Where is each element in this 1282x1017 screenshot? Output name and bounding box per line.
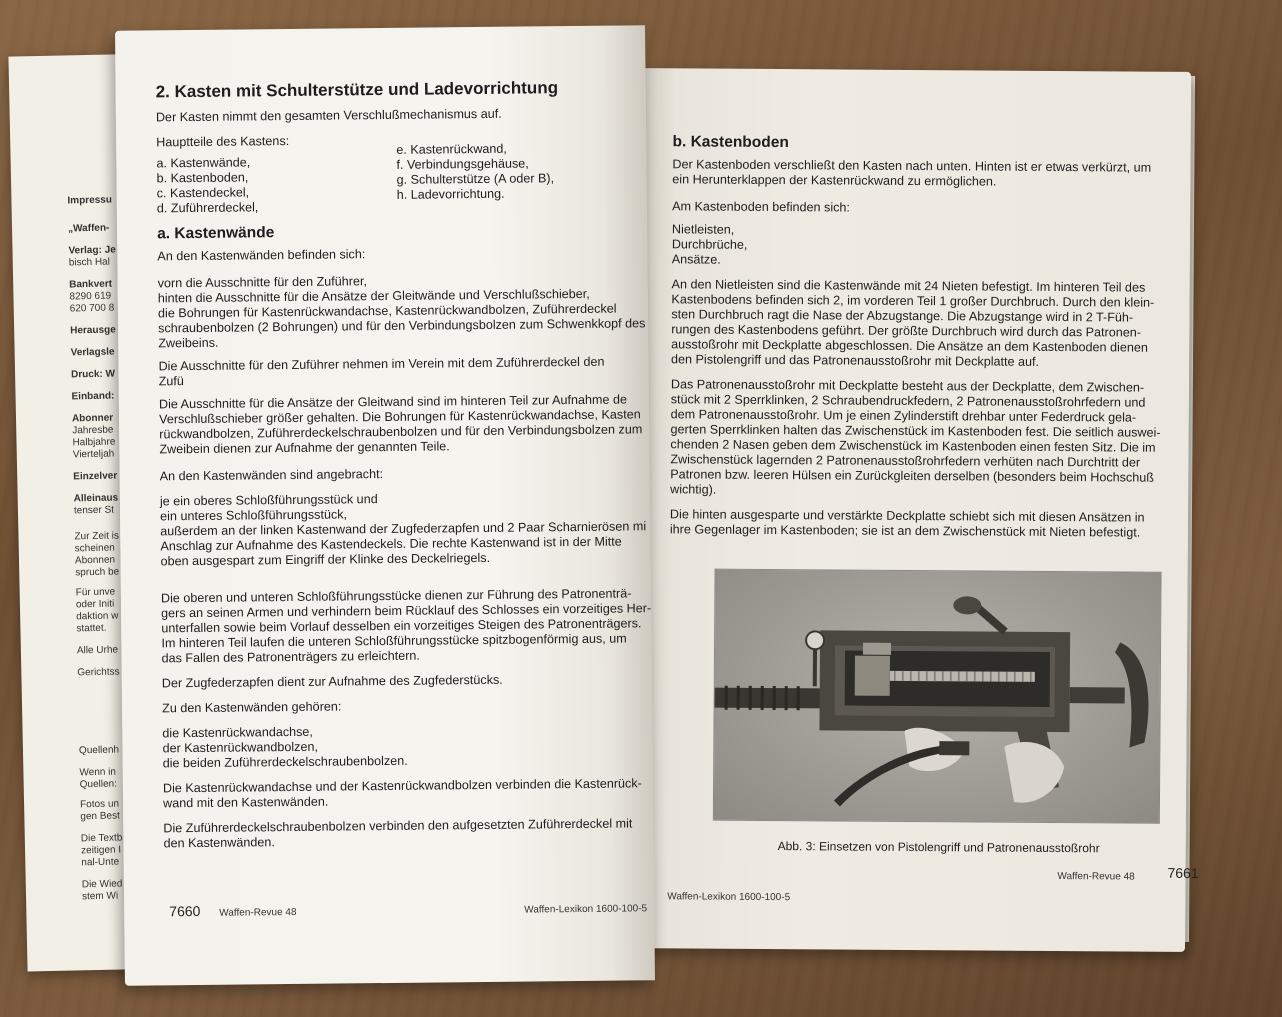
list-item: c. Kastendeckel, [156, 185, 250, 201]
text-line: Die Kastenrückwandachse und der Kastenrückwandbolzen verbinden die Kastenrück- [162, 776, 642, 796]
text-line: Kastenbodens befinden sich 2, im vorderen Teil 1 großer Durchbruch. Durch den klein- [671, 292, 1155, 310]
list-item: h. Ladevorrichtung. [396, 186, 505, 202]
imprint-line: Gerichtss [77, 666, 120, 679]
imprint-line: Zur Zeit is [74, 530, 120, 543]
imprint-line: Abonner [71, 412, 114, 425]
intro-text: Der Kasten nimmt den gesamten Verschlußmechanismus auf. [155, 106, 502, 125]
list-item: d. Zuführerdeckel, [156, 200, 259, 216]
text-line: vorn die Ausschnitte für den Zuführer, [157, 274, 368, 291]
text-line: den Pistolengriff und das Patronenausstoßrohr mit Deckplatte auf. [670, 352, 1040, 369]
list-item: g. Schulterstütze (A oder B), [396, 171, 555, 187]
imprint-line: nal-Unte [81, 856, 120, 869]
text-line: ihre Gegenlager im Kastenboden; sie ist an dem Zwischenstück mit Nieten befestigt. [669, 522, 1141, 540]
text-line: Zweibeins. [158, 335, 219, 351]
list-item: b. Kastenboden, [156, 170, 249, 186]
left-footer-lexikon: Waffen-Lexikon 1600-100-5 [524, 903, 648, 916]
imprint-line: zeitigen I [80, 844, 122, 857]
list-item: e. Kastenrückwand, [396, 141, 507, 157]
text-line: Anschlag zur Aufnahme des Kastendeckels. Die rechte Kastenwand ist in der Mitte [160, 534, 622, 554]
machine-gun-illustration [714, 570, 1161, 823]
text-line: das Fallen des Patronenträgers zu erleichtern. [161, 648, 420, 666]
subheading-kastenboden: b. Kastenboden [672, 133, 789, 152]
paragraph-1 [672, 157, 1172, 190]
imprint-line: Einband: [71, 390, 115, 403]
imprint-line: Verlag: Je [68, 244, 116, 257]
left-footer-page-number: 7660 [169, 902, 201, 920]
text-line: wand mit den Kastenwänden. [163, 794, 329, 811]
paragraph-4: An den Kastenwänden sind angebracht: [159, 467, 384, 484]
imprint-line: Halbjahre [72, 436, 116, 449]
text-line: außerdem an der linken Kastenwand der Zugfederzapfen und 2 Paar Scharnierösen mi [160, 519, 647, 539]
text-line: wichtig). [670, 482, 717, 497]
imprint-line: Herausge [70, 324, 116, 337]
imprint-line: scheinen [74, 542, 115, 555]
text-line: je ein oberes Schloßführungsstück und [159, 492, 378, 509]
imprint-line: Abonnen [74, 554, 116, 567]
paragraph-5 [670, 507, 1170, 540]
paragraph-5 [160, 586, 652, 666]
paragraph-6: Der Zugfederzapfen dient zur Aufnahme des Zugfederstücks. [161, 672, 503, 691]
left-footer-magazine: Waffen-Revue 48 [219, 906, 297, 919]
text-line: stück mit 2 Sperrklinken, 2 Schraubendruckfedern, 2 Patronenausstoßrohrfedern und [670, 392, 1146, 410]
imprint-line: spruch be [75, 566, 120, 579]
right-footer-magazine: Waffen-Revue 48 [1057, 871, 1135, 883]
list-item: die Kastenrückwandachse, [162, 724, 313, 741]
barrel-shape [715, 688, 825, 709]
imprint-line: Für unve [75, 586, 116, 599]
imprint-line: Fotos un [80, 798, 120, 811]
text-line: Patronen bzw. leeren Hülsen ein Zurückgleiten derselben (besonders beim Hochschuß [670, 467, 1155, 485]
list-item: die beiden Zuführerdeckelschraubenbolzen. [162, 753, 408, 771]
paragraph-4 [670, 377, 1171, 500]
imprint-line: Quellen: [79, 778, 118, 791]
right-page-content [670, 126, 1173, 540]
left-page-content [155, 77, 652, 851]
imprint-line: Die Textb [80, 832, 123, 845]
paragraph-1: An den Kastenwänden befinden sich: [157, 247, 366, 264]
imprint-line: tenser St [73, 504, 115, 517]
imprint-line: stem Wi [81, 890, 119, 903]
right-footer-page-number: 7661 [1167, 864, 1199, 881]
list-1 [672, 222, 1172, 270]
paragraph-8 [162, 776, 642, 811]
imprint-line: „Waffen- [67, 222, 110, 235]
imprint-line: gen Best [80, 810, 120, 823]
text-line: rungen des Kastenbodens geführt. Der größte Durchbruch wird durch das Patronen- [671, 322, 1142, 340]
parts-list [156, 130, 627, 216]
parts-column-1 [156, 133, 397, 217]
text-line: die Bohrungen für Kastenrückwandachse, Kastenrückwandbolzen, Zuführerdeckel [157, 301, 617, 321]
imprint-line: Verlagsle [70, 346, 115, 359]
text-line: Im hinteren Teil laufen die unteren Schloßführungsstücke spitzbogenförmig aus, um [161, 631, 627, 651]
text-line: Das Patronenausstoßrohr mit Deckplatte besteht aus der Deckplatte, dem Zwischen- [670, 377, 1145, 395]
text-line: Zweibein dienen zur Aufnahme der genannten Teile. [159, 439, 450, 457]
list-item: f. Verbindungsgehäuse, [396, 156, 529, 172]
text-line: gerten Sperrklinken halten das Zwischenstück im Kastenboden fest. Die seitlich auswei- [670, 422, 1161, 440]
imprint-line: Wenn in [79, 766, 117, 779]
text-line: ein unteres Schloßführungsstück, [160, 507, 348, 524]
imprint-line: Die Wied [81, 878, 123, 891]
text-line: Der Kastenboden verschließt den Kasten nach unten. Hinten ist er etwas verkürzt, um [672, 157, 1152, 175]
imprint-line: Druck: W [70, 368, 116, 381]
list-item: Durchbrüche, [671, 237, 748, 252]
imprint-line: Bankvert [69, 278, 113, 291]
imprint-line: stattet. [76, 622, 107, 635]
imprint-line: 8290 619 [69, 290, 112, 303]
imprint-line: bisch Hal [68, 256, 111, 269]
page-heading: 2. Kasten mit Schulterstütze und Ladevorrichtung [155, 78, 559, 102]
text-line: gers an seinen Armen und verhindern beim Rücklauf des Schlosses ein vorzeitiges Her- [161, 601, 652, 621]
text-line: rückwandbolzen, Zuführerdeckelschraubenbolzen und für den Verbindungsbolzen zum [159, 422, 643, 442]
text-line: hinten die Ausschnitte für die Ansätze der Gleitwände und Verschlußschieber, [157, 286, 590, 306]
imprint-line: Alle Urhe [76, 644, 119, 657]
paragraph-3 [158, 392, 643, 457]
text-line: chenden 2 Nasen geben dem Zwischenstück im Kastenboden einen festen Sitz. Die im [670, 437, 1156, 455]
text-line: sten Durchbruch ragt die Nase der Abzugstange. Die Abzugstange wird in 2 T-Füh- [671, 307, 1134, 325]
imprint-line: Quellenh [78, 744, 120, 757]
figure-photo-machine-gun [713, 569, 1162, 824]
imprint-line: oder Initi [75, 598, 115, 611]
list-2 [159, 489, 647, 569]
text-line: unterfallen sowie beim Vorlauf desselben ein vorzeitiges Steigen des Patronenträgers. [161, 616, 642, 636]
text-line: Zwischenstück lagernden 2 Patronenausstoßrohrfedern verhüten nach Durchtritt der [670, 452, 1141, 470]
list-item: der Kastenrückwandbolzen, [162, 739, 319, 756]
list-item: a. Kastenwände, [156, 155, 251, 171]
text-line: dem Patronenausstoßrohr. Um je einen Zylinderstift drehbar unter Federdruck gela- [670, 407, 1137, 425]
imprint-line: Impressu [67, 194, 113, 207]
left-page [115, 25, 655, 985]
figure-caption: Abb. 3: Einsetzen von Pistolengriff und Patronenausstoßrohr [777, 839, 1100, 856]
right-footer-lexikon: Waffen-Lexikon 1600-100-5 [667, 891, 791, 904]
list-1 [157, 271, 646, 351]
imprint-line: Einzelver [73, 470, 118, 483]
text-line: ausstoßrohr mit Deckplatte abgeschlossen. Die Ansätze an dem Kastenboden dienen [671, 337, 1148, 355]
right-page [637, 68, 1199, 952]
parts-header: Hauptteile des Kastens: [156, 133, 290, 150]
text-line: Die Zuführerdeckelschraubenbolzen verbinden den aufgesetzten Zuführerdeckel mit [163, 816, 633, 836]
list-item: Nietleisten, [671, 222, 735, 237]
text-line: Die oberen und unteren Schloßführungsstücke dienen zur Führung des Patronenträ- [160, 586, 632, 606]
imprint-line: Jahresbe [72, 424, 114, 437]
text-line: oben ausgespart zum Eingriff der Klinke des Deckelriegels. [160, 550, 491, 569]
imprint-line: daktion w [76, 610, 119, 623]
text-line: den Kastenwänden. [163, 835, 275, 851]
text-line: Die Ausschnitte für den Zuführer nehmen im Verein mit dem Zuführerdeckel den Zufü [158, 354, 605, 389]
paragraph-2 [158, 354, 628, 389]
text-line: ein Herunterklappen der Kastenrückwand zu ermöglichen. [672, 172, 997, 189]
parts-column-2 [396, 130, 627, 213]
imprint-line: 620 700 8 [69, 302, 115, 315]
text-line: An den Nietleisten sind die Kastenwände mit 24 Nieten befestigt. Im hinteren Teil des [671, 277, 1146, 295]
subheading-kastenwaende: a. Kastenwände [157, 224, 275, 243]
text-line: Die Ausschnitte für die Ansätze der Gleitwand sind im hinteren Teil zur Aufnahme de [158, 392, 628, 412]
imprint-line: Vierteljah [72, 448, 115, 461]
paragraph-7: Zu den Kastenwänden gehören: [162, 699, 342, 716]
paragraph-2: Am Kastenboden befinden sich: [672, 199, 851, 215]
text-line: schraubenbolzen (2 Bohrungen) und für den Verbindungsbolzen zum Schwenkkopf des [158, 316, 646, 336]
list-item: Ansätze. [671, 252, 721, 267]
imprint-line: Alleinaus [73, 492, 119, 505]
text-line: Die hinten ausgesparte und verstärkte Deckplatte schiebt sich mit diesen Ansätzen in [669, 507, 1145, 525]
text-line: Verschlußschieber größer gehalten. Die Bohrungen für Kastenrückwandachse, Kasten [159, 407, 641, 427]
list-3 [162, 721, 632, 771]
paragraph-9 [163, 816, 633, 851]
paragraph-3 [671, 277, 1172, 370]
